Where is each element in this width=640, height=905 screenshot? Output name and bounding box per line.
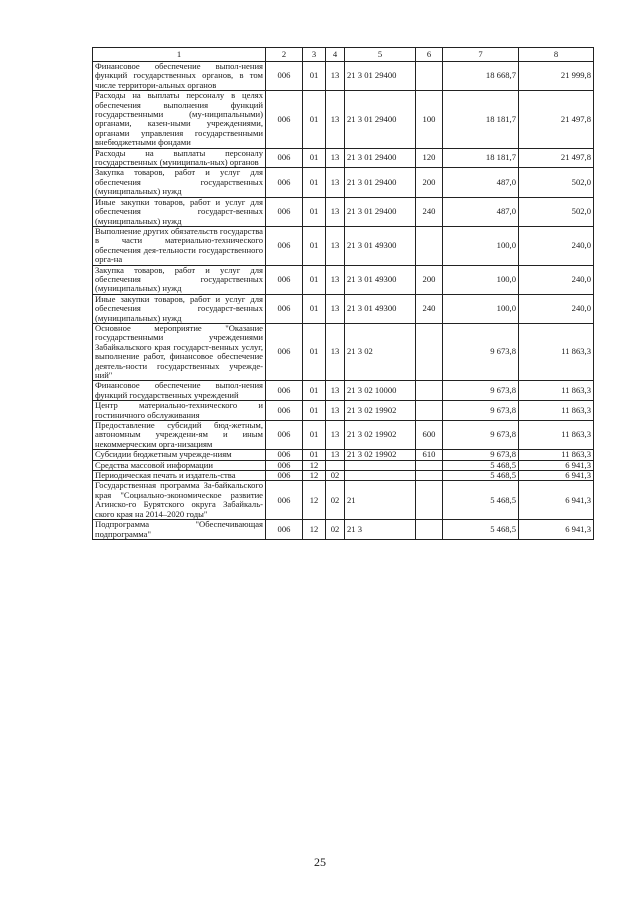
amount-year1-cell: 9 673,8 (443, 421, 519, 450)
subsection-code-cell: 02 (326, 520, 345, 540)
section-code-cell: 01 (303, 401, 326, 421)
amount-year2-cell: 11 863,3 (519, 401, 594, 421)
section-code-cell: 01 (303, 381, 326, 401)
section-code-cell: 12 (303, 481, 326, 520)
amount-year1-cell: 100,0 (443, 265, 519, 294)
expense-type-cell: 600 (416, 421, 443, 450)
amount-year1-cell: 487,0 (443, 168, 519, 197)
target-article-cell: 21 3 02 19902 (345, 450, 416, 460)
section-code-cell: 01 (303, 226, 326, 265)
ministry-code-cell: 006 (266, 91, 303, 148)
target-article-cell: 21 3 01 29400 (345, 91, 416, 148)
amount-year2-cell: 6 941,3 (519, 460, 594, 470)
subsection-code-cell: 13 (326, 91, 345, 148)
subsection-code-cell: 13 (326, 323, 345, 380)
expense-type-cell: 100 (416, 91, 443, 148)
target-article-cell (345, 471, 416, 481)
subsection-code-cell: 13 (326, 148, 345, 168)
subsection-code-cell: 02 (326, 471, 345, 481)
row-name-cell: Иные закупки товаров, работ и услуг для обеспечения государст-венных (муниципальных) нужд (93, 197, 266, 226)
section-code-cell: 01 (303, 265, 326, 294)
row-name-cell: Расходы на выплаты персоналу в целях обеспечения выполнения функций государственными (му-ниципальными) органами, казен-ными учреждениями, органами управления государственными внебюджетными фондами (93, 91, 266, 148)
section-code-cell: 01 (303, 168, 326, 197)
ministry-code-cell: 006 (266, 460, 303, 470)
expense-type-cell (416, 401, 443, 421)
expense-type-cell: 610 (416, 450, 443, 460)
table-row (93, 520, 594, 540)
column-header: 8 (519, 48, 594, 62)
budget-table (92, 47, 594, 540)
table-row (93, 197, 594, 226)
table-header-row (93, 48, 594, 62)
column-header: 7 (443, 48, 519, 62)
expense-type-cell: 200 (416, 168, 443, 197)
target-article-cell: 21 (345, 481, 416, 520)
expense-type-cell (416, 481, 443, 520)
expense-type-cell (416, 62, 443, 91)
amount-year2-cell: 21 497,8 (519, 91, 594, 148)
row-name-cell: Подпрограмма "Обеспечивающая подпрограмма" (93, 520, 266, 540)
table-row (93, 323, 594, 380)
row-name-cell: Расходы на выплаты персоналу государственных (муниципаль-ных) органов (93, 148, 266, 168)
column-header: 6 (416, 48, 443, 62)
row-name-cell: Периодическая печать и издатель-ства (93, 471, 266, 481)
section-code-cell: 01 (303, 197, 326, 226)
target-article-cell: 21 3 01 29400 (345, 62, 416, 91)
expense-type-cell: 200 (416, 265, 443, 294)
table-row (93, 148, 594, 168)
amount-year1-cell: 9 673,8 (443, 401, 519, 421)
amount-year2-cell: 11 863,3 (519, 450, 594, 460)
target-article-cell (345, 460, 416, 470)
row-name-cell: Средства массовой информации (93, 460, 266, 470)
section-code-cell: 12 (303, 471, 326, 481)
target-article-cell: 21 3 01 49300 (345, 226, 416, 265)
expense-type-cell (416, 520, 443, 540)
section-code-cell: 01 (303, 294, 326, 323)
amount-year1-cell: 9 673,8 (443, 381, 519, 401)
amount-year1-cell: 18 668,7 (443, 62, 519, 91)
table-row (93, 226, 594, 265)
table-row (93, 450, 594, 460)
table-row (93, 421, 594, 450)
expense-type-cell: 120 (416, 148, 443, 168)
table-row (93, 91, 594, 148)
target-article-cell: 21 3 02 (345, 323, 416, 380)
subsection-code-cell: 13 (326, 401, 345, 421)
table-row (93, 265, 594, 294)
amount-year1-cell: 100,0 (443, 294, 519, 323)
amount-year1-cell: 5 468,5 (443, 520, 519, 540)
page-number: 25 (314, 855, 326, 869)
target-article-cell: 21 3 02 10000 (345, 381, 416, 401)
row-name-cell: Центр материально-технического и гостиничного обслуживания (93, 401, 266, 421)
amount-year2-cell: 11 863,3 (519, 381, 594, 401)
row-name-cell: Закупка товаров, работ и услуг для обеспечения государственных (муниципальных) нужд (93, 168, 266, 197)
section-code-cell: 01 (303, 62, 326, 91)
ministry-code-cell: 006 (266, 197, 303, 226)
row-name-cell: Субсидии бюджетным учрежде-ниям (93, 450, 266, 460)
subsection-code-cell: 13 (326, 450, 345, 460)
column-header: 5 (345, 48, 416, 62)
table-row (93, 168, 594, 197)
amount-year2-cell: 6 941,3 (519, 520, 594, 540)
amount-year2-cell: 240,0 (519, 226, 594, 265)
expense-type-cell (416, 381, 443, 401)
subsection-code-cell: 13 (326, 168, 345, 197)
amount-year2-cell: 240,0 (519, 265, 594, 294)
row-name-cell: Предоставление субсидий бюд-жетным, автономным учреждени-ям и иным некоммерческим орга-низациям (93, 421, 266, 450)
ministry-code-cell: 006 (266, 471, 303, 481)
row-name-cell: Финансовое обеспечение выпол-нения функций государственных органов, в том числе территори-альных органов (93, 62, 266, 91)
target-article-cell: 21 3 01 29400 (345, 168, 416, 197)
ministry-code-cell: 006 (266, 450, 303, 460)
ministry-code-cell: 006 (266, 62, 303, 91)
row-name-cell: Выполнение других обязательств государства в части материально-технического обеспечения дея-тельности государственного орга-на (93, 226, 266, 265)
amount-year1-cell: 5 468,5 (443, 460, 519, 470)
ministry-code-cell: 006 (266, 294, 303, 323)
amount-year1-cell: 18 181,7 (443, 91, 519, 148)
table-row (93, 401, 594, 421)
ministry-code-cell: 006 (266, 421, 303, 450)
table-row (93, 481, 594, 520)
column-header: 3 (303, 48, 326, 62)
amount-year2-cell: 11 863,3 (519, 323, 594, 380)
target-article-cell: 21 3 01 49300 (345, 294, 416, 323)
target-article-cell: 21 3 01 49300 (345, 265, 416, 294)
table-row (93, 294, 594, 323)
subsection-code-cell: 02 (326, 481, 345, 520)
target-article-cell: 21 3 (345, 520, 416, 540)
expense-type-cell (416, 226, 443, 265)
table-row (93, 460, 594, 470)
table-body (93, 62, 594, 540)
amount-year1-cell: 5 468,5 (443, 471, 519, 481)
subsection-code-cell: 13 (326, 197, 345, 226)
target-article-cell: 21 3 01 29400 (345, 148, 416, 168)
section-code-cell: 01 (303, 91, 326, 148)
amount-year2-cell: 21 999,8 (519, 62, 594, 91)
row-name-cell: Финансовое обеспечение выпол-нения функций государственных учреждений (93, 381, 266, 401)
target-article-cell: 21 3 02 19902 (345, 421, 416, 450)
table-row (93, 471, 594, 481)
ministry-code-cell: 006 (266, 265, 303, 294)
expense-type-cell: 240 (416, 197, 443, 226)
subsection-code-cell (326, 460, 345, 470)
section-code-cell: 12 (303, 520, 326, 540)
subsection-code-cell: 13 (326, 62, 345, 91)
table-row (93, 62, 594, 91)
amount-year2-cell: 502,0 (519, 197, 594, 226)
amount-year1-cell: 5 468,5 (443, 481, 519, 520)
amount-year2-cell: 502,0 (519, 168, 594, 197)
amount-year2-cell: 240,0 (519, 294, 594, 323)
ministry-code-cell: 006 (266, 520, 303, 540)
amount-year2-cell: 6 941,3 (519, 481, 594, 520)
amount-year1-cell: 18 181,7 (443, 148, 519, 168)
column-header: 2 (266, 48, 303, 62)
column-header: 4 (326, 48, 345, 62)
section-code-cell: 01 (303, 148, 326, 168)
subsection-code-cell: 13 (326, 226, 345, 265)
amount-year1-cell: 487,0 (443, 197, 519, 226)
ministry-code-cell: 006 (266, 168, 303, 197)
subsection-code-cell: 13 (326, 381, 345, 401)
target-article-cell: 21 3 01 29400 (345, 197, 416, 226)
ministry-code-cell: 006 (266, 481, 303, 520)
amount-year2-cell: 11 863,3 (519, 421, 594, 450)
row-name-cell: Основное мероприятие "Оказание государственными учреждениями Забайкальского края государст-венных услуг, выполнение работ, финансовое обеспечение деятель-ности государственных учрежде-ний" (93, 323, 266, 380)
expense-type-cell: 240 (416, 294, 443, 323)
ministry-code-cell: 006 (266, 323, 303, 380)
section-code-cell: 01 (303, 323, 326, 380)
row-name-cell: Иные закупки товаров, работ и услуг для обеспечения государст-венных (муниципальных) нужд (93, 294, 266, 323)
ministry-code-cell: 006 (266, 381, 303, 401)
subsection-code-cell: 13 (326, 294, 345, 323)
section-code-cell: 01 (303, 450, 326, 460)
amount-year1-cell: 9 673,8 (443, 450, 519, 460)
row-name-cell: Государственная программа За-байкальского края "Социально-экономическое развитие Агинско-го Бурятского округа Забайкаль-ского края на 2014–2020 годы" (93, 481, 266, 520)
subsection-code-cell: 13 (326, 265, 345, 294)
column-header: 1 (93, 48, 266, 62)
amount-year2-cell: 6 941,3 (519, 471, 594, 481)
section-code-cell: 01 (303, 421, 326, 450)
row-name-cell: Закупка товаров, работ и услуг для обеспечения государственных (муниципальных) нужд (93, 265, 266, 294)
expense-type-cell (416, 460, 443, 470)
ministry-code-cell: 006 (266, 401, 303, 421)
expense-type-cell (416, 471, 443, 481)
section-code-cell: 12 (303, 460, 326, 470)
amount-year2-cell: 21 497,8 (519, 148, 594, 168)
target-article-cell: 21 3 02 19902 (345, 401, 416, 421)
subsection-code-cell: 13 (326, 421, 345, 450)
amount-year1-cell: 9 673,8 (443, 323, 519, 380)
amount-year1-cell: 100,0 (443, 226, 519, 265)
expense-type-cell (416, 323, 443, 380)
table-row (93, 381, 594, 401)
ministry-code-cell: 006 (266, 148, 303, 168)
ministry-code-cell: 006 (266, 226, 303, 265)
